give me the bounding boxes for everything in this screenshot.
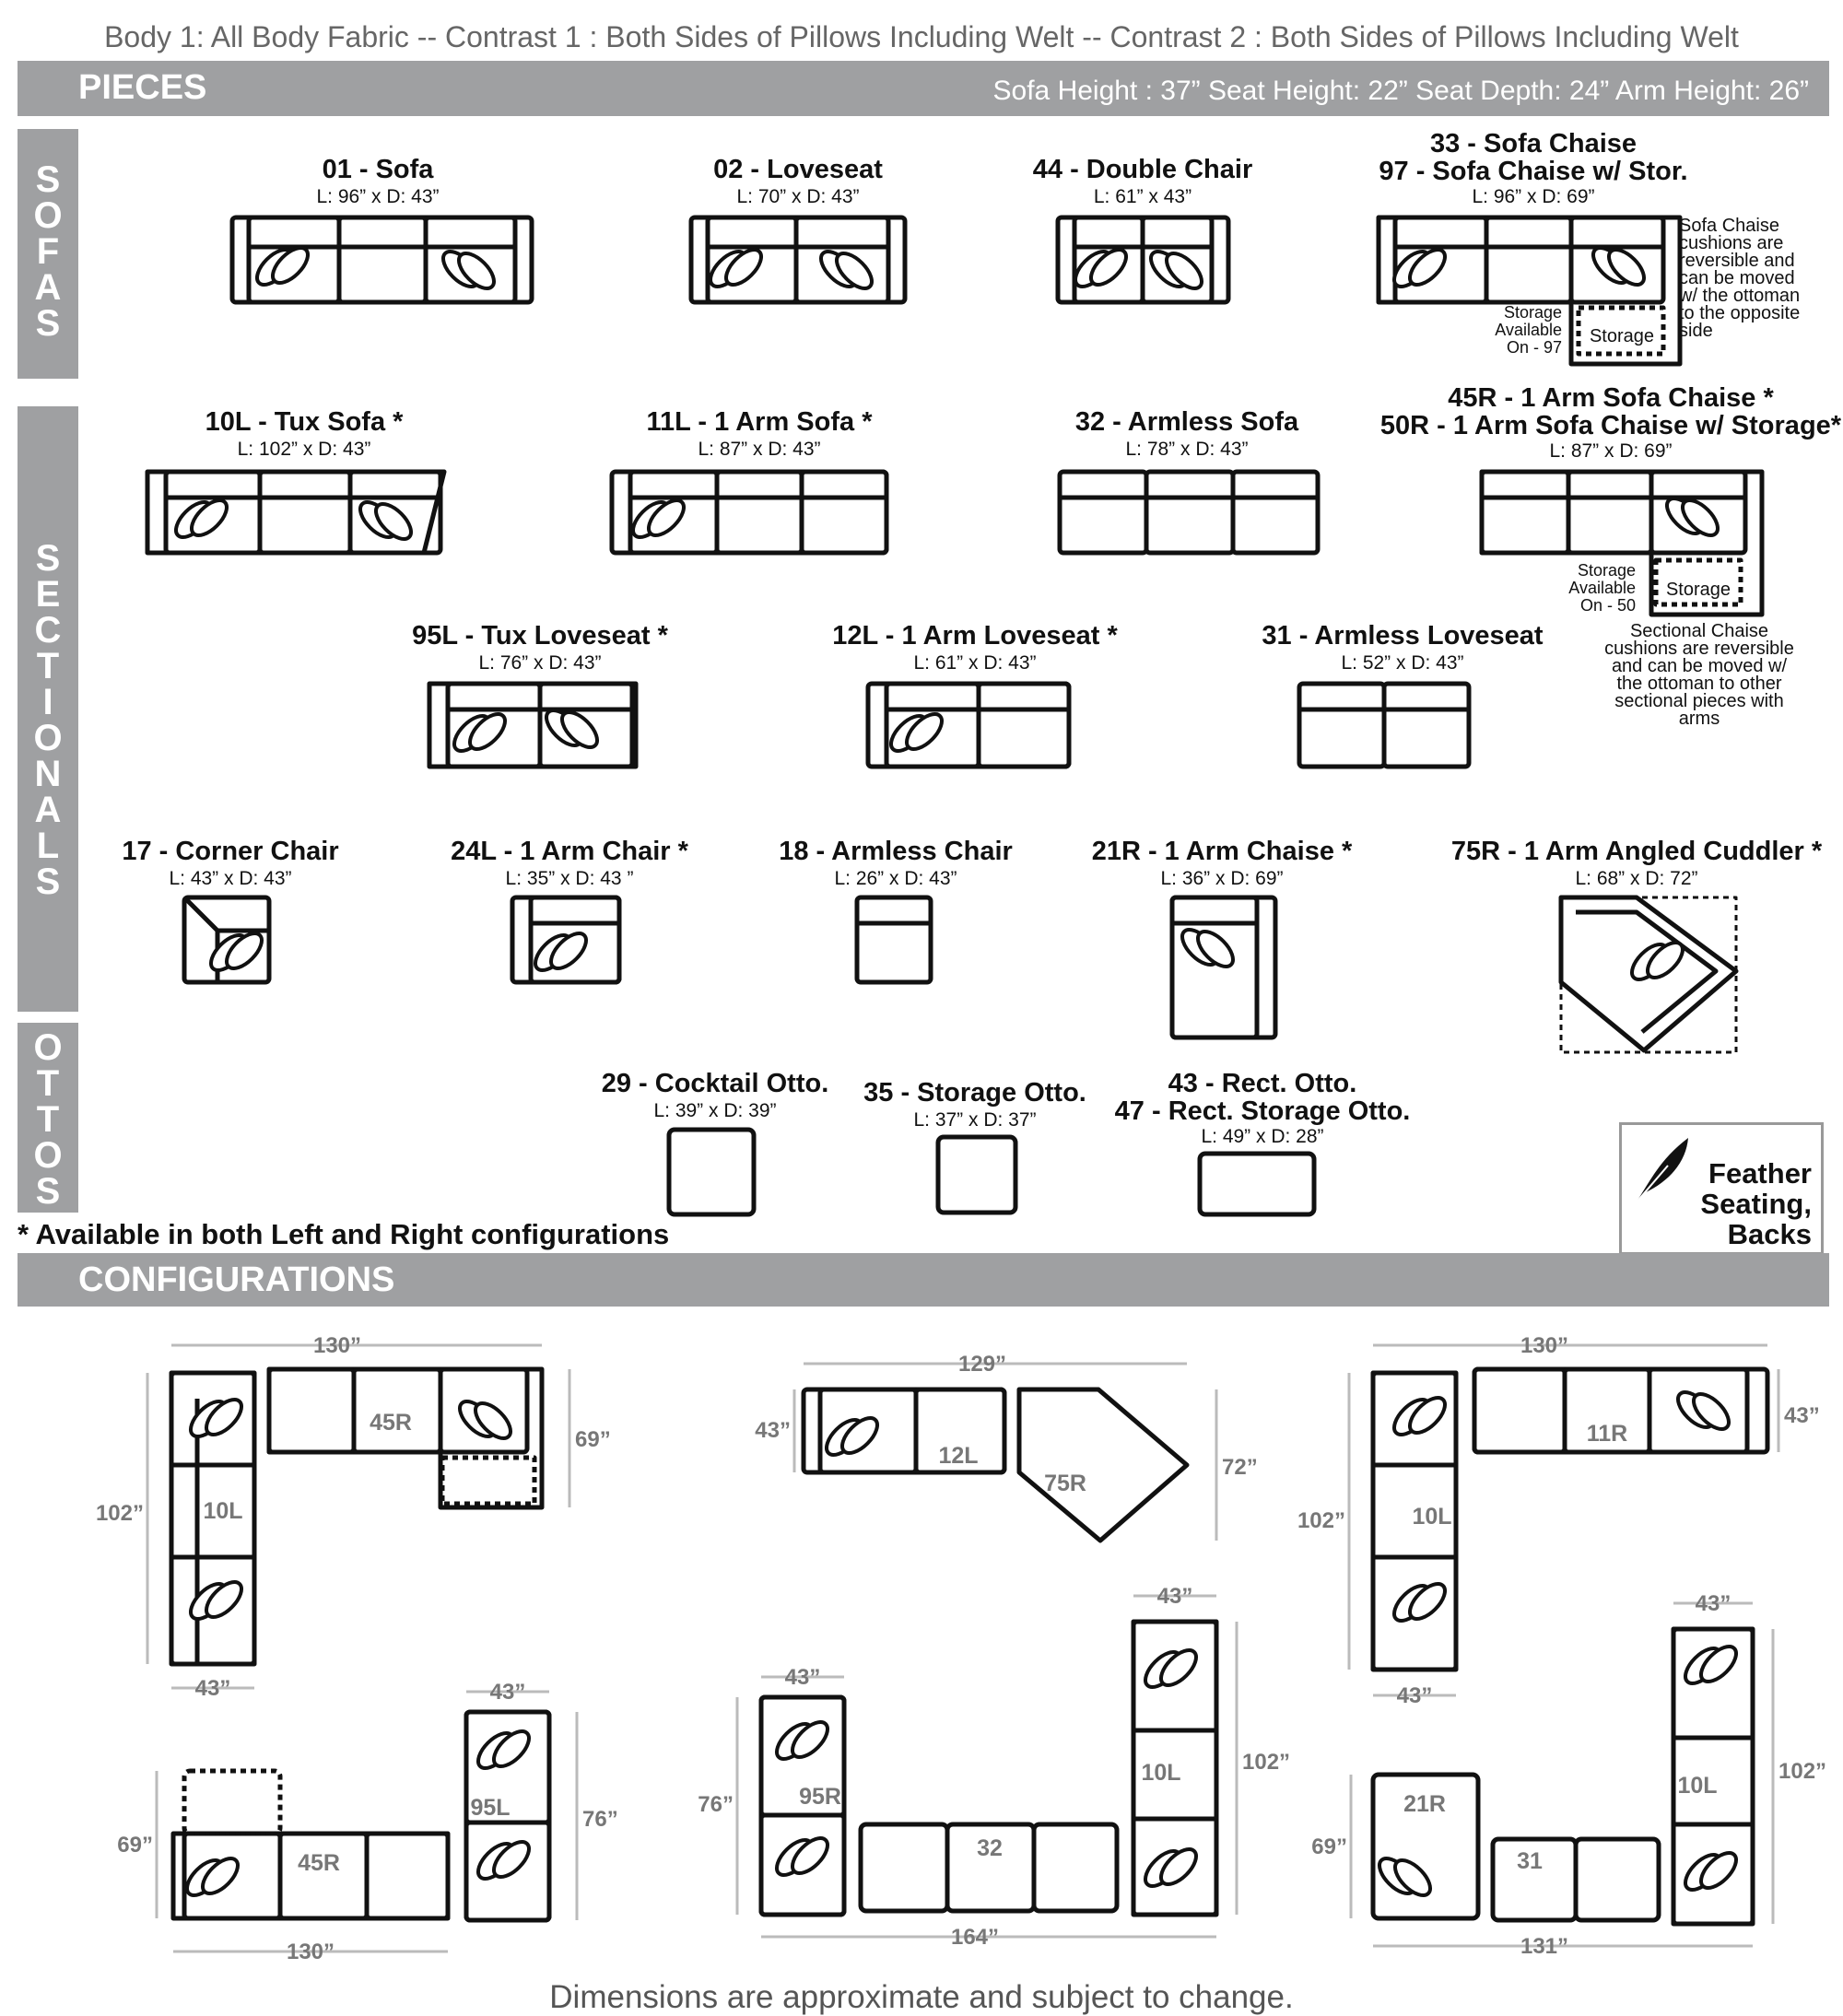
- dimension-label: 43”: [1396, 1683, 1433, 1708]
- pillow-icon: [185, 1576, 248, 1625]
- piece-dim: L: 37” x D: 37”: [913, 1109, 1037, 1131]
- fabric-note: Body 1: All Body Fabric -- Contrast 1 : Both Sides of Pillows Including Welt -- Contrast 2 : Both Sides of Pillows Including Welt: [104, 20, 1739, 53]
- piece-name: 11L - 1 Arm Sofa *: [646, 407, 873, 437]
- pillow-icon: [1140, 1844, 1203, 1893]
- pillow-icon: [886, 709, 948, 757]
- pillow-icon: [816, 246, 878, 295]
- pillow-icon: [1673, 1387, 1735, 1436]
- piece-name: 32 - Armless Sofa: [1074, 407, 1299, 437]
- pillow-icon: [1177, 924, 1239, 973]
- piece-name-2: 50R - 1 Arm Sofa Chaise w/ Storage*: [1379, 411, 1842, 440]
- storage-label: Storage: [1589, 326, 1655, 346]
- dimension-label: 102”: [95, 1501, 144, 1526]
- piece-name: 75R - 1 Arm Angled Cuddler *: [1450, 837, 1823, 866]
- dimension-label: 43”: [194, 1676, 231, 1701]
- one-arm-loveseat-drawing: [868, 684, 1069, 767]
- piece-dim: L: 68” x D: 72”: [1575, 868, 1698, 889]
- dimension-label: 43”: [1695, 1591, 1731, 1616]
- piece-name: 44 - Double Chair: [1032, 155, 1253, 184]
- dimension-label: 43”: [755, 1418, 791, 1443]
- availability-note: * Available in both Left and Right configurations: [18, 1218, 670, 1250]
- piece-dim: L: 87” x D: 43”: [698, 439, 821, 460]
- dimension-label: 102”: [1778, 1759, 1827, 1784]
- dimension-label: 76”: [582, 1807, 618, 1832]
- pillow-icon: [771, 1717, 834, 1765]
- sofa-chaise-note: Sofa Chaise cushions are reversible and can be moved w/ the ottoman to the opposite side: [1679, 216, 1801, 341]
- piece-dim: L: 49” x D: 28”: [1201, 1126, 1324, 1147]
- piece-name: 21R - 1 Arm Chaise *: [1091, 837, 1353, 866]
- pillow-icon: [628, 495, 690, 544]
- piece-name: 17 - Corner Chair: [122, 837, 339, 866]
- pillow-icon: [473, 1836, 535, 1885]
- piece-dim: L: 26” x D: 43”: [834, 868, 957, 889]
- piece-name: 95L - Tux Loveseat *: [412, 621, 668, 651]
- pillow-icon: [449, 709, 511, 757]
- piece-name: 18 - Armless Chair: [779, 837, 1013, 866]
- pillow-icon: [1389, 1392, 1451, 1441]
- pillow-icon: [185, 1394, 248, 1443]
- pillow-icon: [355, 497, 417, 545]
- piece-code-label: 75R: [1044, 1471, 1086, 1496]
- piece-code-label: 10L: [203, 1498, 243, 1524]
- piece-code-label: 10L: [1677, 1773, 1718, 1799]
- pillow-icon: [1680, 1641, 1743, 1690]
- pillow-icon: [1374, 1853, 1437, 1902]
- tux-loveseat-drawing: [429, 684, 636, 767]
- storage-label: Storage: [1665, 580, 1731, 600]
- piece-dim: L: 61” x D: 43”: [913, 652, 1037, 674]
- piece-dim: L: 96” x D: 69”: [1472, 186, 1595, 207]
- dimension-label: 76”: [698, 1792, 734, 1817]
- piece-code-label: 10L: [1412, 1504, 1452, 1530]
- piece-name: 35 - Storage Otto.: [863, 1078, 1086, 1108]
- piece-name-2: 47 - Rect. Storage Otto.: [1114, 1096, 1411, 1126]
- ottos-side-label: O T T O S: [18, 1023, 78, 1213]
- pillow-icon: [821, 1412, 884, 1461]
- piece-name-2: 97 - Sofa Chaise w/ Stor.: [1379, 157, 1688, 186]
- dimension-label: 130”: [286, 1940, 335, 1964]
- pillow-icon: [1389, 244, 1451, 293]
- double-chair-drawing: [1058, 217, 1228, 302]
- pillow-icon: [1389, 1578, 1451, 1627]
- dimension-label: 130”: [1520, 1333, 1569, 1358]
- piece-code-label: 32: [977, 1835, 1003, 1861]
- dimension-label: 69”: [1311, 1834, 1347, 1859]
- pillow-icon: [454, 1396, 517, 1445]
- piece-code-label: 21R: [1403, 1791, 1446, 1817]
- disclaimer: Dimensions are approximate and subject to change.: [549, 1979, 1294, 2015]
- dimension-label: 130”: [312, 1333, 362, 1358]
- sofas-side-label: S O F A S: [18, 129, 78, 379]
- dimension-label: 72”: [1222, 1455, 1258, 1480]
- sectionals-side-label: S E C T I O N A L S: [18, 406, 78, 1012]
- pillow-icon: [771, 1833, 834, 1881]
- piece-name: 02 - Loveseat: [713, 155, 883, 184]
- piece-dim: L: 52” x D: 43”: [1341, 652, 1464, 674]
- pillow-icon: [1070, 244, 1133, 293]
- piece-code-label: 45R: [298, 1850, 340, 1876]
- dimension-label: 129”: [957, 1352, 1007, 1377]
- dimension-label: 102”: [1242, 1750, 1291, 1775]
- dimension-label: 43”: [1156, 1584, 1193, 1609]
- pillow-icon: [205, 928, 268, 977]
- pillow-icon: [438, 246, 500, 295]
- pillow-icon: [1626, 937, 1689, 986]
- piece-code-label: 45R: [370, 1410, 412, 1436]
- storage-otto-drawing: [938, 1137, 1015, 1213]
- pieces-dimensions: Sofa Height : 37” Seat Height: 22” Seat Depth: 24” Arm Height: 26”: [992, 76, 1809, 106]
- storage-50-note: Storage Available On - 50: [1568, 561, 1636, 615]
- dimension-label: 69”: [575, 1427, 611, 1452]
- piece-dim: L: 61” x 43”: [1093, 186, 1192, 207]
- sectional-chaise-note: Sectional Chaise cushions are reversible and can be moved w/ the ottoman to other sectional pieces with arms: [1604, 621, 1794, 729]
- dimension-label: 131”: [1520, 1934, 1569, 1959]
- piece-code-label: 31: [1517, 1848, 1543, 1874]
- piece-dim: L: 43” x D: 43”: [169, 868, 292, 889]
- pillow-icon: [473, 1726, 535, 1775]
- feather-text: Feather Seating, Backs: [1700, 1157, 1812, 1250]
- pillow-icon: [1680, 1847, 1743, 1896]
- piece-dim: L: 39” x D: 39”: [653, 1100, 777, 1121]
- pillow-icon: [1145, 246, 1208, 295]
- piece-code-label: 95R: [799, 1784, 841, 1810]
- piece-name: 43 - Rect. Otto.: [1168, 1069, 1357, 1098]
- piece-name: 31 - Armless Loveseat: [1262, 621, 1544, 651]
- piece-name: 10L - Tux Sofa *: [205, 407, 404, 437]
- dimension-label: 102”: [1297, 1508, 1345, 1533]
- piece-name: 29 - Cocktail Otto.: [601, 1069, 829, 1098]
- piece-dim: L: 78” x D: 43”: [1125, 439, 1249, 460]
- piece-code-label: 11R: [1586, 1421, 1628, 1447]
- piece-name: 24L - 1 Arm Chair *: [451, 837, 688, 866]
- piece-name: 33 - Sofa Chaise: [1429, 129, 1638, 158]
- piece-name: 12L - 1 Arm Loveseat *: [832, 621, 1118, 651]
- pillow-icon: [170, 495, 233, 544]
- pillow-icon: [530, 928, 593, 977]
- piece-dim: L: 87” x D: 69”: [1549, 440, 1673, 462]
- pillow-icon: [705, 244, 768, 293]
- pillow-icon: [1140, 1645, 1203, 1694]
- armless-chair-drawing: [857, 897, 931, 982]
- armless-loveseat-drawing: [1299, 684, 1469, 767]
- armless-sofa-drawing: [1060, 472, 1318, 553]
- pieces-title: PIECES: [78, 68, 207, 107]
- piece-dim: L: 76” x D: 43”: [478, 652, 602, 674]
- dimension-label: 43”: [1784, 1403, 1820, 1428]
- piece-dim: L: 102” x D: 43”: [237, 439, 371, 460]
- piece-code-label: 95L: [470, 1795, 511, 1821]
- piece-name: 01 - Sofa: [322, 155, 434, 184]
- storage-97-note: Storage Available On - 97: [1495, 303, 1562, 357]
- configurations-title: CONFIGURATIONS: [78, 1260, 395, 1299]
- dimension-label: 69”: [117, 1833, 153, 1858]
- piece-dim: L: 35” x D: 43 ”: [505, 868, 634, 889]
- rect-otto-drawing: [1200, 1154, 1314, 1214]
- piece-code-label: 10L: [1141, 1760, 1181, 1786]
- piece-name: 45R - 1 Arm Sofa Chaise *: [1448, 383, 1774, 413]
- piece-dim: L: 96” x D: 43”: [316, 186, 440, 207]
- piece-dim: L: 70” x D: 43”: [736, 186, 860, 207]
- pillow-icon: [182, 1853, 244, 1902]
- dimension-label: 43”: [489, 1680, 526, 1705]
- piece-dim: L: 36” x D: 69”: [1160, 868, 1284, 889]
- dimension-label: 164”: [950, 1925, 1000, 1950]
- dimension-label: 43”: [784, 1665, 821, 1690]
- piece-code-label: 12L: [938, 1443, 979, 1469]
- cocktail-otto-drawing: [669, 1130, 754, 1214]
